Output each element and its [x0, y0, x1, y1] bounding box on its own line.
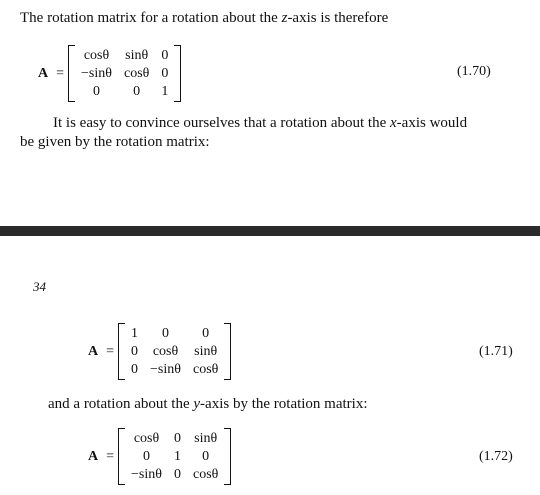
matrix: [118, 323, 231, 380]
matrix-cell: 0: [173, 431, 181, 446]
matrix-cell: −sinθ: [150, 362, 181, 377]
right-bracket: [224, 428, 231, 485]
body-text-part: -axis by the rotation matrix:: [200, 396, 368, 412]
paragraph-text: -axis would: [396, 115, 468, 131]
right-bracket: [224, 323, 231, 380]
matrix-cell: −sinθ: [81, 66, 112, 81]
body-text: [48, 395, 368, 414]
equation-lhs: A: [88, 448, 99, 464]
equation-1-70: [38, 45, 181, 102]
matrix-cell: cosθ: [133, 431, 160, 446]
left-bracket: [118, 428, 125, 485]
matrix-cell: −sinθ: [131, 467, 162, 482]
matrix-cell: cosθ: [192, 362, 219, 377]
matrix-cell: cosθ: [152, 344, 179, 359]
matrix-cell: 0: [143, 449, 150, 464]
matrix-cell: cosθ: [123, 66, 150, 81]
matrix-cell: cosθ: [192, 467, 219, 482]
matrix-cell: sinθ: [194, 431, 218, 446]
equals-sign: =: [56, 65, 65, 81]
matrix-cell: 0: [202, 326, 210, 341]
paragraph-axis: x: [390, 115, 397, 131]
paragraph-2-line-1: [53, 114, 467, 133]
matrix-cell: 0: [202, 449, 210, 464]
matrix-cell: 0: [162, 326, 169, 341]
equation-number: (1.70): [457, 64, 491, 79]
matrix-cell: 0: [131, 362, 139, 377]
matrix: [118, 428, 231, 485]
equation-1-71: [88, 323, 231, 380]
page-divider: [0, 226, 540, 236]
matrix: [68, 45, 181, 102]
matrix-cell: cosθ: [83, 48, 110, 63]
right-bracket: [174, 45, 181, 102]
paragraph-2-line-2: be given by the rotation matrix:: [20, 134, 210, 150]
body-text-part: and a rotation about the: [48, 396, 194, 412]
page-bottom: [0, 236, 540, 495]
matrix-cell: 0: [161, 66, 169, 81]
equals-sign: =: [106, 448, 115, 464]
matrix-cell: 0: [161, 48, 169, 63]
equals-sign: =: [106, 343, 115, 359]
left-bracket: [68, 45, 75, 102]
equation-lhs: A: [38, 65, 49, 81]
matrix-cell: 0: [133, 84, 141, 99]
left-bracket: [118, 323, 125, 380]
matrix-cell: 0: [93, 84, 100, 99]
body-axis: y: [193, 396, 201, 412]
matrix-cell: 1: [173, 449, 181, 464]
intro-text-part: -axis is therefore: [287, 10, 389, 26]
page-number: 34: [33, 279, 46, 294]
equation-number: (1.72): [479, 449, 513, 464]
paragraph-text: It is easy to convince ourselves that a rotation about the: [53, 115, 390, 131]
intro-text-part: The rotation matrix for a rotation about the: [20, 10, 282, 26]
matrix-cell: sinθ: [125, 48, 149, 63]
intro-axis: z: [281, 10, 288, 26]
matrix-cell: 1: [131, 326, 139, 341]
matrix-cell: 0: [131, 344, 139, 359]
equation-number: (1.71): [479, 344, 513, 359]
page-top: [0, 0, 540, 226]
matrix-cell: sinθ: [194, 344, 218, 359]
matrix-cell: 1: [161, 84, 169, 99]
equation-1-72: [88, 428, 231, 485]
matrix-cell: 0: [173, 467, 181, 482]
equation-lhs: A: [88, 343, 99, 359]
intro-text: [20, 9, 388, 28]
